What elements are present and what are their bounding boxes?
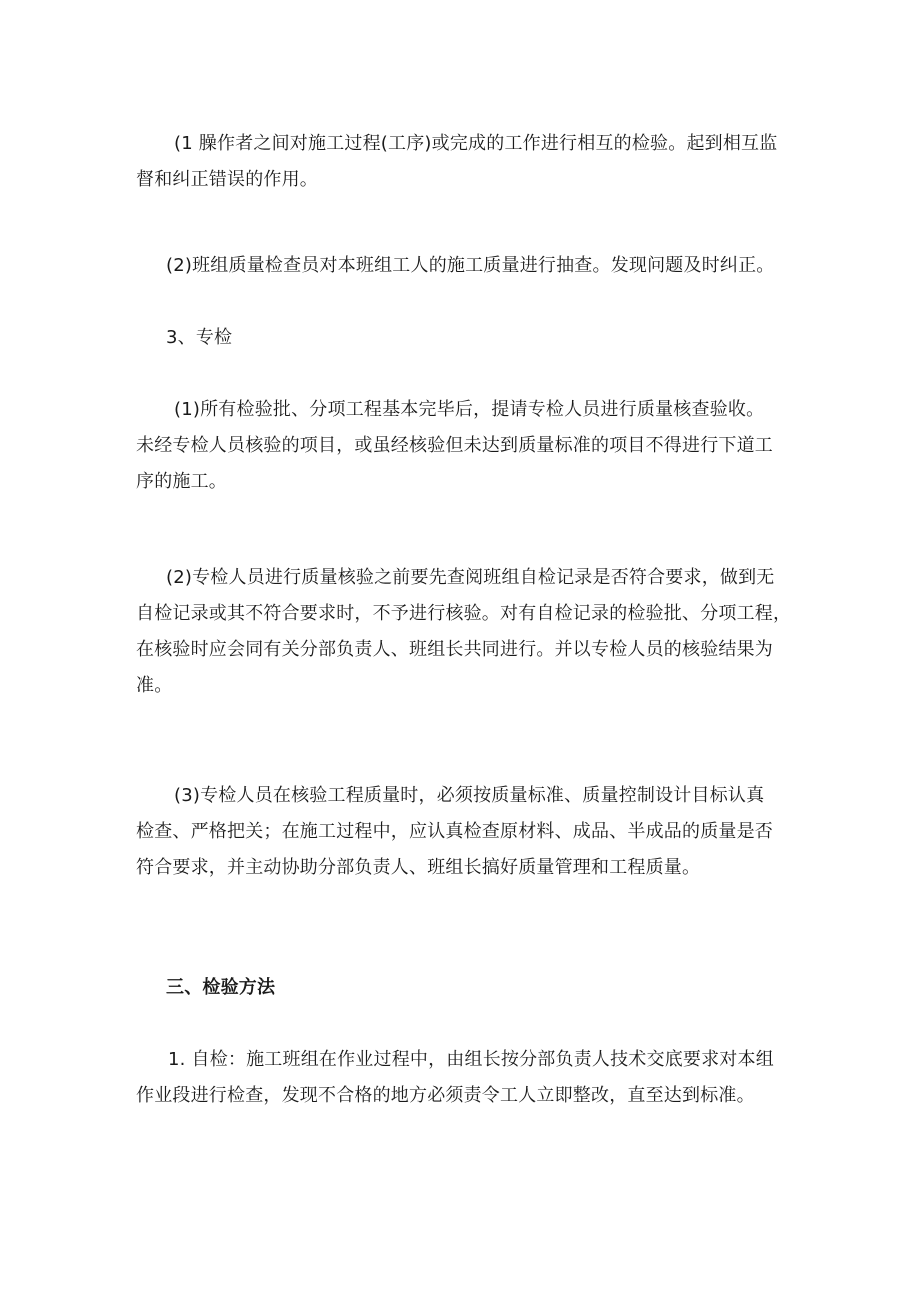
paragraph-line: 1. 自检：施工班组在作业过程中，由组长按分部负责人技术交底要求对本组 bbox=[168, 1049, 774, 1070]
paragraph-self-inspection bbox=[136, 1042, 796, 1114]
paragraph-special-inspection-3 bbox=[136, 778, 796, 886]
paragraph-line: (2)专检人员进行质量核验之前要先查阅班组自检记录是否符合要求，做到无 bbox=[166, 567, 775, 588]
paragraph-team-inspector bbox=[136, 248, 796, 284]
paragraph-line: 督和纠正错误的作用。 bbox=[136, 169, 318, 190]
section-heading-special-inspection bbox=[136, 320, 796, 356]
paragraph-line: 检查、严格把关；在施工过程中，应认真检查原材料、成品、半成品的质量是否 bbox=[136, 821, 773, 842]
paragraph-special-inspection-1 bbox=[136, 392, 796, 500]
paragraph-line: 符合要求，并主动协助分部负责人、班组长搞好质量管理和工程质量。 bbox=[136, 857, 701, 878]
paragraph-line: 序的施工。 bbox=[136, 471, 227, 492]
paragraph-line: 准。 bbox=[136, 675, 173, 696]
paragraph-line: 作业段进行检查，发现不合格的地方必须责令工人立即整改，直至达到标准。 bbox=[136, 1085, 755, 1106]
paragraph-special-inspection-2 bbox=[136, 560, 796, 704]
paragraph-line: (3)专检人员在核验工程质量时，必须按质量标准、质量控制设计目标认真 bbox=[174, 785, 765, 806]
heading-line: 3、专检 bbox=[166, 327, 233, 348]
heading-line: 三、检验方法 bbox=[166, 977, 276, 998]
paragraph-line: 在核验时应会同有关分部负责人、班组长共同进行。并以专检人员的核验结果为 bbox=[136, 639, 773, 660]
section-heading-inspection-methods bbox=[136, 970, 796, 1006]
paragraph-line: (2)班组质量检查员对本班组工人的施工质量进行抽查。发现问题及时纠正。 bbox=[166, 255, 775, 276]
paragraph-line: (1 臊作者之间对施工过程(工序)或完成的工作进行相互的检验。起到相互监 bbox=[174, 133, 778, 154]
paragraph-line: (1)所有检验批、分项工程基本完毕后，提请专检人员进行质量核查验收。 bbox=[174, 399, 765, 420]
paragraph-line: 未经专检人员核验的项目，或虽经核验但未达到质量标准的项目不得进行下道工 bbox=[136, 435, 773, 456]
paragraph-line: 自检记录或其不符合要求时，不予进行核验。对有自检记录的检验批、分项工程， bbox=[136, 603, 792, 624]
paragraph-mutual-inspection bbox=[136, 126, 796, 198]
